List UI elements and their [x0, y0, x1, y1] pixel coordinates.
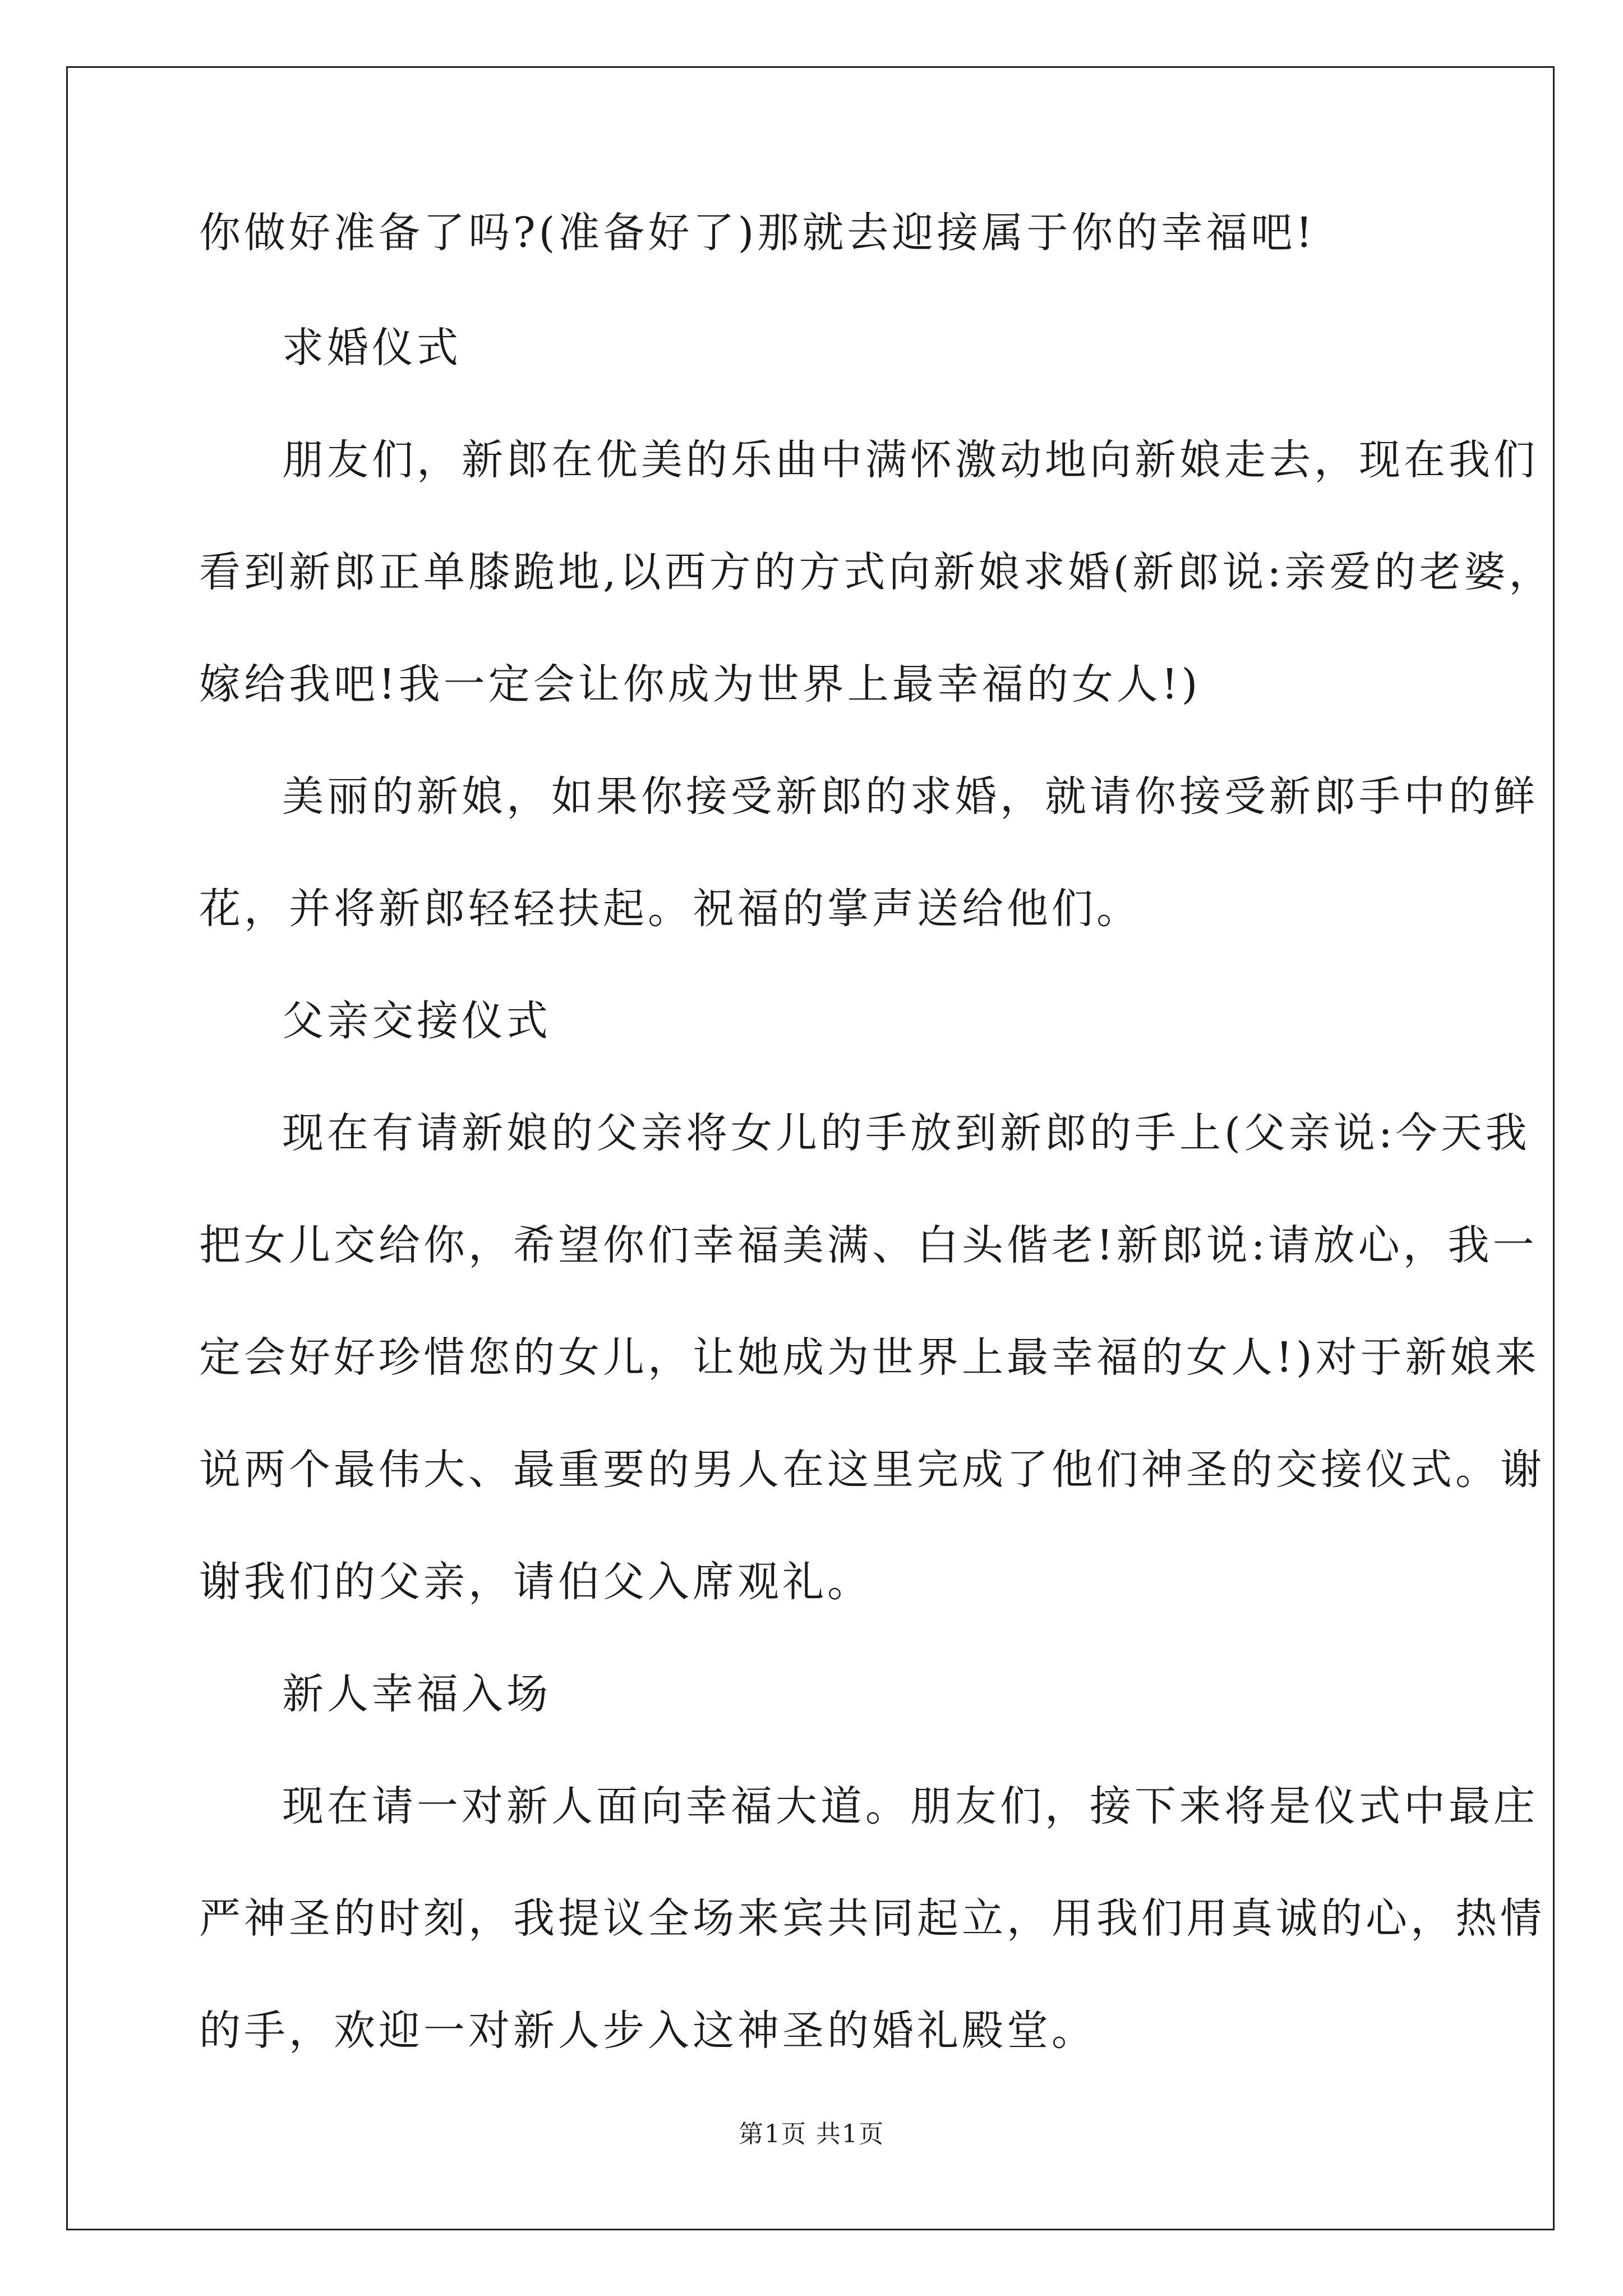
- paragraph-line: 说两个最伟大、最重要的男人在这里完成了他们神圣的交接仪式。谢: [199, 1446, 1545, 1494]
- page-number-footer: 第1页 共1页: [739, 2120, 884, 2148]
- paragraph-line: 你做好准备了吗?(准备好了)那就去迎接属于你的幸福吧!: [199, 209, 1316, 257]
- paragraph-line: 严神圣的时刻，我提议全场来宾共同起立，用我们用真诚的心，热情: [199, 1894, 1545, 1943]
- section-heading-father-handover: 父亲交接仪式: [282, 997, 551, 1045]
- paragraph-line: 嫁给我吧!我一定会让你成为世界上最幸福的女人!): [199, 660, 1201, 708]
- section-heading-proposal: 求婚仪式: [282, 324, 462, 372]
- paragraph-line: 定会好好珍惜您的女儿，让她成为世界上最幸福的女人!)对于新娘来: [199, 1333, 1540, 1382]
- paragraph-line: 朋友们，新郎在优美的乐曲中满怀激动地向新娘走去，现在我们: [282, 436, 1538, 484]
- paragraph-line: 现在有请新娘的父亲将女儿的手放到新郎的手上(父亲说:今天我: [282, 1109, 1530, 1157]
- paragraph-line: 花，并将新郎轻轻扶起。祝福的掌声送给他们。: [199, 885, 1141, 933]
- paragraph-line: 把女儿交给你，希望你们幸福美满、白头偕老!新郎说:请放心，我一: [199, 1221, 1538, 1269]
- paragraph-line: 美丽的新娘，如果你接受新郎的求婚，就请你接受新郎手中的鲜: [282, 772, 1538, 821]
- section-heading-entrance: 新人幸福入场: [282, 1670, 551, 1718]
- paragraph-line: 的手，欢迎一对新人步入这神圣的婚礼殿堂。: [199, 2007, 1096, 2055]
- paragraph-line: 谢我们的父亲，请伯父入席观礼。: [199, 1558, 872, 1606]
- paragraph-line: 现在请一对新人面向幸福大道。朋友们，接下来将是仪式中最庄: [282, 1782, 1538, 1830]
- paragraph-line: 看到新郎正单膝跪地,以西方的方式向新娘求婚(新郎说:亲爱的老婆，: [199, 548, 1554, 596]
